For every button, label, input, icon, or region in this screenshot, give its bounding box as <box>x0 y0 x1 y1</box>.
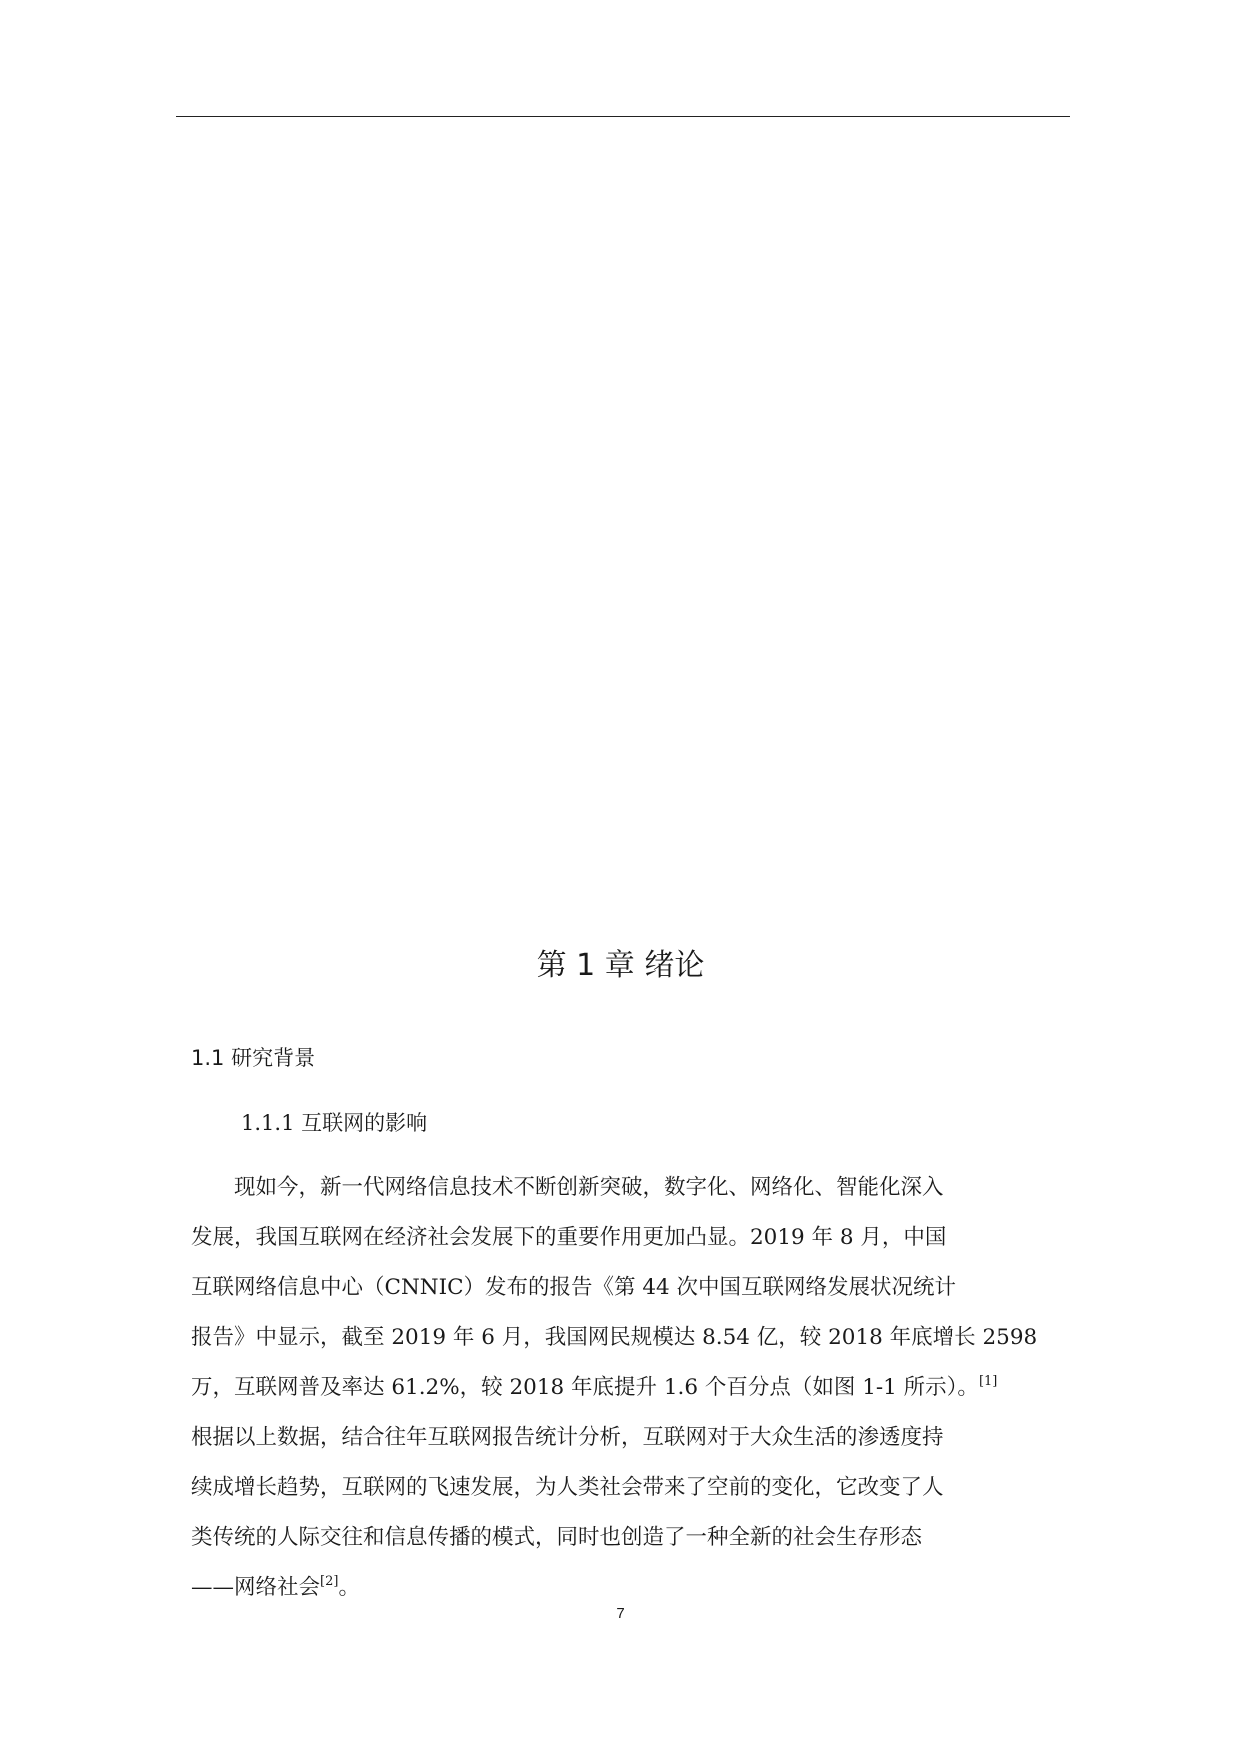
paragraph-line: 发展，我国互联网在经济社会发展下的重要作用更加凸显。2019 年 8 月，中国 <box>191 1225 947 1250</box>
citation-marker: [2] <box>320 1574 339 1589</box>
paragraph-line: 类传统的人际交往和信息传播的模式，同时也创造了一种全新的社会生存形态 <box>191 1525 923 1550</box>
paragraph-line: 报告》中显示，截至 2019 年 6 月，我国网民规模达 8.54 亿，较 2018 年底增长 2598 <box>191 1325 1038 1350</box>
header-rule <box>176 116 1070 117</box>
citation-marker: [1] <box>978 1374 998 1389</box>
paragraph-line: 续成增长趋势，互联网的飞速发展，为人类社会带来了空前的变化，它改变了人 <box>191 1475 944 1500</box>
paragraph-line: 互联网络信息中心（CNNIC）发布的报告《第 44 次中国互联网络发展状况统计 <box>191 1275 957 1300</box>
page-number: 7 <box>616 1605 625 1622</box>
body-paragraph <box>191 1163 1056 1613</box>
paragraph-line: 现如今，新一代网络信息技术不断创新突破，数字化、网络化、智能化深入 <box>234 1175 944 1200</box>
paragraph-line-text: 万，互联网普及率达 61.2%，较 2018 年底提升 1.6 个百分点（如图 1-1 所示）。 <box>191 1375 979 1400</box>
chapter-title: 第 1 章 绪论 <box>536 948 705 983</box>
section-heading: 1.1 研究背景 <box>191 1046 316 1070</box>
subsection-heading: 1.1.1 互联网的影响 <box>241 1111 428 1135</box>
paragraph-line-with-citation <box>191 1363 1056 1413</box>
paragraph-end-punctuation: 。 <box>338 1575 360 1600</box>
paragraph-line-text: ——网络社会 <box>191 1575 321 1600</box>
paragraph-line: 根据以上数据，结合往年互联网报告统计分析，互联网对于大众生活的渗透度持 <box>191 1425 944 1450</box>
